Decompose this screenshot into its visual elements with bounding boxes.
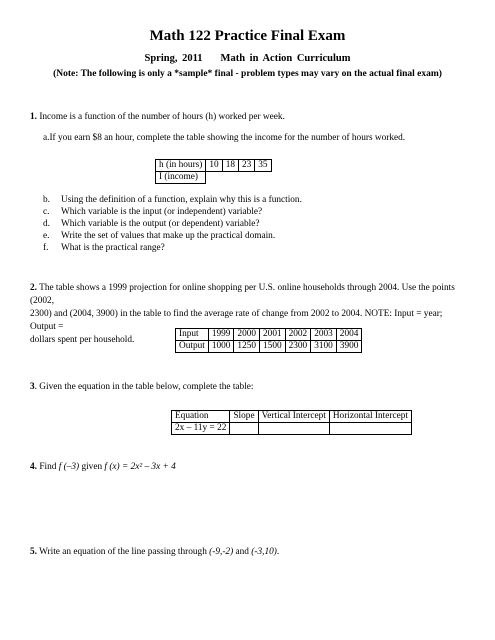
q1-table xyxy=(155,159,272,184)
list-item xyxy=(43,218,302,230)
q1-number: 1. xyxy=(30,112,37,122)
q3-table xyxy=(171,410,412,435)
table-cell: 2x – 11y = 22 xyxy=(172,423,230,435)
table-cell: 2003 xyxy=(311,329,337,341)
q1-text xyxy=(30,111,285,124)
table-header: Equation xyxy=(172,411,230,423)
table-row xyxy=(156,172,272,184)
q4-function: f (x) = 2x² – 3x + 4 xyxy=(104,462,176,472)
table-cell: 2004 xyxy=(336,329,362,341)
table-cell: Output xyxy=(176,341,209,353)
q3-number: 3 xyxy=(30,382,35,392)
table-cell: 2000 xyxy=(234,329,260,341)
table-row xyxy=(156,160,272,172)
item-text: Which variable is the output (or dependent) variable? xyxy=(61,219,260,229)
q4-given: given xyxy=(81,462,103,472)
table-cell xyxy=(255,172,271,184)
table-cell xyxy=(230,423,258,435)
table-header: Slope xyxy=(230,411,258,423)
q4-number: 4. xyxy=(30,462,37,472)
q1-subquestions xyxy=(43,194,302,254)
table-cell: 10 xyxy=(206,160,222,172)
q1-statement: Income is a function of the number of hours (h) worked per week. xyxy=(39,112,285,122)
table-cell: 2001 xyxy=(260,329,286,341)
table-cell: h (in hours) xyxy=(156,160,206,172)
table-cell: 35 xyxy=(255,160,271,172)
table-row xyxy=(172,423,412,435)
item-letter: e. xyxy=(43,231,50,241)
q1-part-a: a.If you earn $8 an hour, complete the table showing the income for the number of hours worked. xyxy=(43,133,406,143)
q2-line-3: dollars spent per household. xyxy=(30,335,135,345)
table-cell: 3100 xyxy=(311,341,337,353)
table-cell xyxy=(329,423,411,435)
q2-table xyxy=(175,328,362,353)
item-text: Using the definition of a function, explain why this is a function. xyxy=(61,195,302,205)
table-cell: 2002 xyxy=(285,329,311,341)
list-item xyxy=(43,194,302,206)
q2-line-1-text: The table shows a 1999 projection for online shopping per U.S. online households through 2004. Use the points (2002, xyxy=(30,283,455,306)
q2-line-1 xyxy=(30,282,470,308)
table-cell: 1000 xyxy=(208,341,234,353)
q3-statement: . Given the equation in the table below, complete the table: xyxy=(34,382,254,392)
item-letter: c. xyxy=(43,207,50,217)
item-text: Which variable is the input (or independent) variable? xyxy=(61,207,263,217)
q4-text xyxy=(30,461,176,474)
table-cell: 1250 xyxy=(234,341,260,353)
item-letter: b. xyxy=(43,195,50,205)
table-row xyxy=(176,329,362,341)
table-row xyxy=(176,341,362,353)
q5-text xyxy=(30,546,279,559)
list-item xyxy=(43,206,302,218)
list-item xyxy=(43,230,302,242)
q5-period: . xyxy=(276,547,280,557)
q5-statement: Write an equation of the line passing through xyxy=(39,547,207,557)
table-header: Horizontal Intercept xyxy=(329,411,411,423)
table-cell xyxy=(238,172,254,184)
table-cell xyxy=(206,172,222,184)
item-text: What is the practical range? xyxy=(61,243,165,253)
item-text: Write the set of values that make up the practical domain. xyxy=(61,231,276,241)
q4-find: Find xyxy=(39,462,57,472)
table-cell: 1999 xyxy=(208,329,234,341)
q5-point-1: (-9,-2) xyxy=(209,547,234,557)
q5-and: and xyxy=(235,547,249,557)
q2-line-2: 2300) and (2004, 3900) in the table to find the average rate of change from 2002 to 2004. NOTE: Input = year; Output = xyxy=(30,309,443,332)
table-cell: 23 xyxy=(238,160,254,172)
term: Spring, 2011 xyxy=(144,53,203,64)
table-cell: 1500 xyxy=(260,341,286,353)
curriculum: Math in Action Curriculum xyxy=(220,53,351,64)
q5-point-2: (-3,10) xyxy=(251,547,277,557)
table-header: Vertical Intercept xyxy=(258,411,329,423)
table-row xyxy=(172,411,412,423)
page-title: Math 122 Practice Final Exam xyxy=(149,28,346,44)
item-letter: d. xyxy=(43,219,50,229)
q2-number: 2. xyxy=(30,283,37,293)
q4-expression: f (–3) xyxy=(58,462,80,472)
q5-number: 5. xyxy=(30,547,37,557)
table-cell: 3900 xyxy=(336,341,362,353)
subtitle xyxy=(0,53,495,64)
list-item xyxy=(43,242,302,254)
q3-text xyxy=(30,381,254,394)
table-cell: 18 xyxy=(222,160,238,172)
item-letter: f. xyxy=(43,243,49,253)
table-cell: 2300 xyxy=(285,341,311,353)
table-cell xyxy=(222,172,238,184)
table-cell xyxy=(258,423,329,435)
table-cell: Input xyxy=(176,329,209,341)
table-cell: I (income) xyxy=(156,172,206,184)
exam-note: (Note: The following is only a *sample* final - problem types may vary on the actual final exam) xyxy=(53,69,442,79)
